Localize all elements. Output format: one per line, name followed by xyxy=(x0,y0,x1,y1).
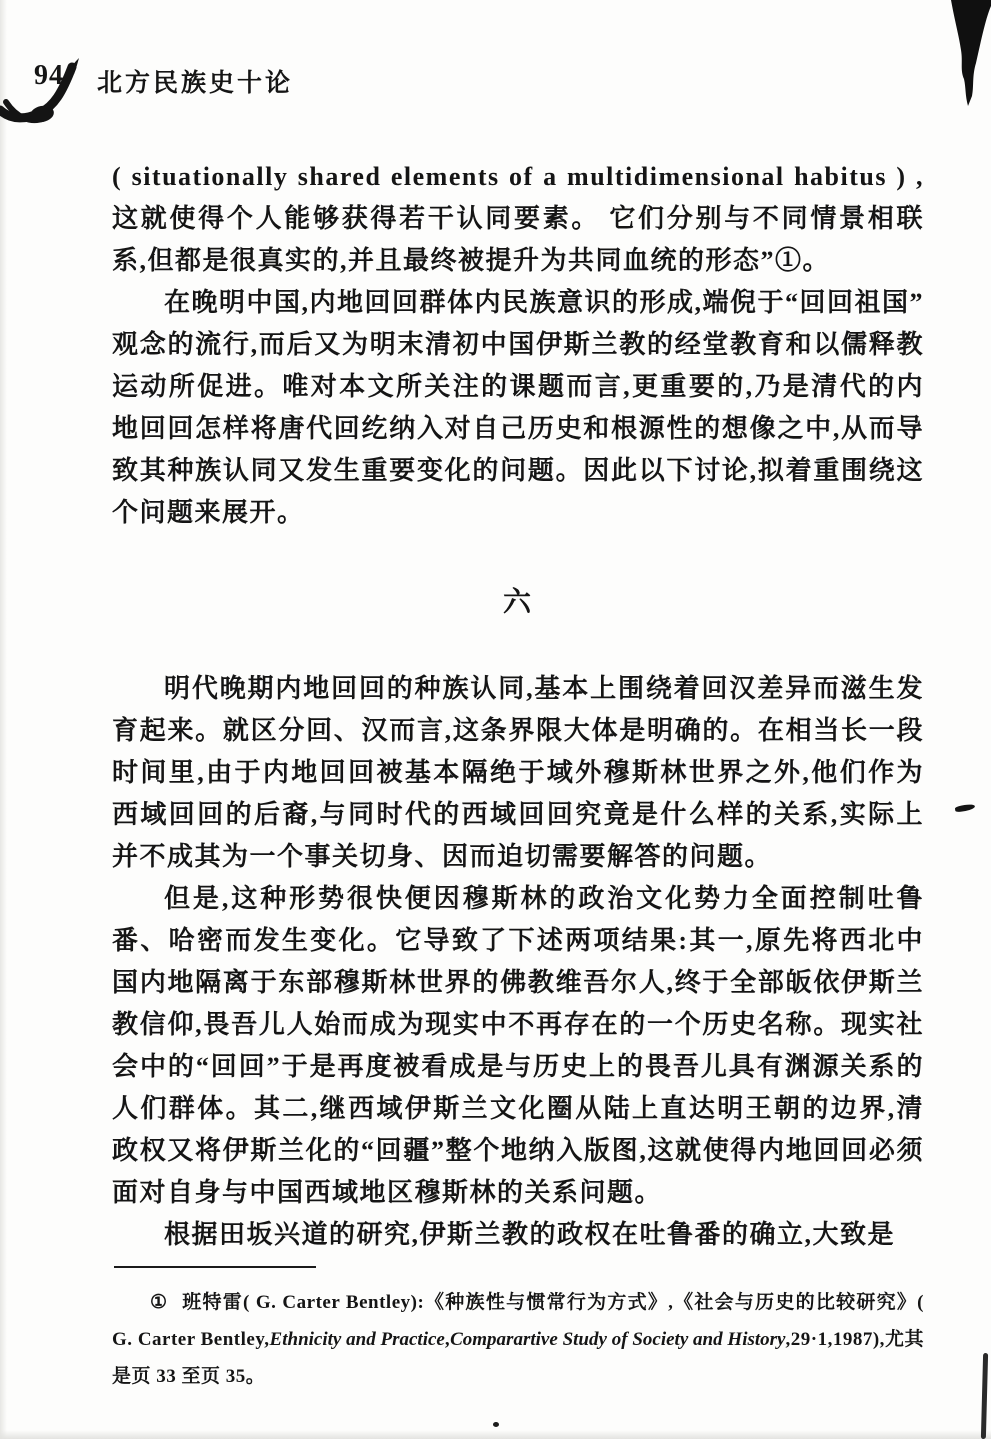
paragraph: 明代晚期内地回回的种族认同,基本上围绕着回汉差异而滋生发育起来。就区分回、汉而言,这条界限大体是明确的。在相当长一段时间里,由于内地回回被基本隔绝于域外穆斯林世界之外,他们作为西域回回的后裔,与同时代的西域回回究竟是什么样的关系,实际上并不成其为一个事关切身、因而迫切需要解答的问题。 xyxy=(112,674,924,871)
paragraph: 但是,这种形势很快便因穆斯林的政治文化势力全面控制吐鲁番、哈密而发生变化。它导致了下述两项结果:其一,原先将西北中国内地隔离于东部穆斯林世界的佛教维吾尔人,终于全部皈依伊斯兰教信仰,畏吾儿人始而成为现实中不再存在的一个历史名称。现实社会中的“回回”于是再度被看成是与历史上的畏吾儿具有渊源关系的人们群体。其二,继西域伊斯兰文化圈从陆上直达明王朝的边界,清政权又将伊斯兰化的“回疆”整个地纳入版图,这就使得内地回回必须面对自身与中国西域地区穆斯林的关系问题。 xyxy=(112,884,924,1207)
footnote-marker: ① xyxy=(150,1292,169,1313)
section-heading: 六 xyxy=(502,587,533,618)
footnote-area xyxy=(112,1266,924,1395)
footnote-text-part: ,29·1,1987),尤其是页 33 至页 35。 xyxy=(112,1329,924,1387)
footnote-divider xyxy=(114,1266,316,1268)
footnote-book-title: Ethnicity and Practice xyxy=(269,1329,445,1350)
page-number: 94 xyxy=(34,60,64,91)
scan-blot-top-right xyxy=(951,0,991,106)
scan-dot-mark xyxy=(493,1422,499,1427)
footnote-journal-title: Comparartive Study of Society and History xyxy=(450,1329,786,1350)
scan-dash-mark xyxy=(955,803,976,812)
scan-edge-bottom xyxy=(0,1430,991,1439)
footnote xyxy=(112,1284,924,1395)
footnote-text-part: , xyxy=(444,1329,451,1350)
running-head-title: 北方民族史十论 xyxy=(97,70,294,97)
paragraph-continuation: ( situationally shared elements of a multidimensional habitus ) ,这就使得个人能够获得若干认同要素。 它们分别与不同情景相联系,但都是很真实的,并且最终被提升为共同血统的形态”①。 xyxy=(112,162,924,275)
scan-edge-left xyxy=(0,0,7,1439)
paragraph: 在晚明中国,内地回回群体内民族意识的形成,端倪于“回回祖国”观念的流行,而后又为明末清初中国伊斯兰教的经堂教育和以儒释教运动所促进。唯对本文所关注的课题而言,更重要的,乃是清代的内地回回怎样将唐代回纥纳入对自己历史和根源性的想像之中,从而导致其种族认同又发生重要变化的问题。因此以下讨论,拟着重围绕这个问题来展开。 xyxy=(112,288,925,527)
scan-streak-bottom-right xyxy=(981,1353,988,1439)
body-text-column xyxy=(112,156,924,1256)
paragraph: 根据田坂兴道的研究,伊斯兰教的政权在吐鲁番的确立,大致是 xyxy=(164,1220,896,1249)
footnote-text-part: 班特雷( G. Carter Bentley):《种族性与惯常行为方式》,《社会与历史的比较研究》( G. Carter Bentley, xyxy=(112,1292,924,1350)
